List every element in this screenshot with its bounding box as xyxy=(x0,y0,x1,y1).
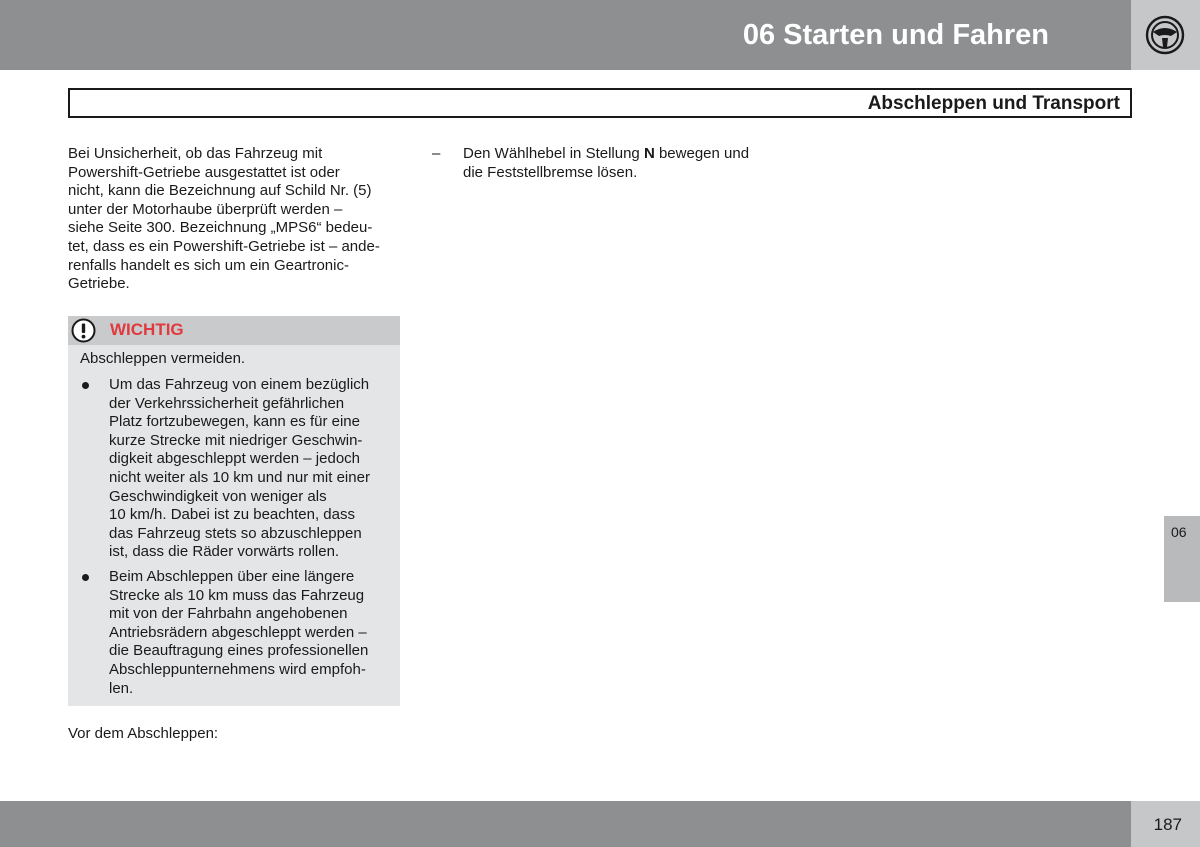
list-item xyxy=(80,568,395,698)
steering-wheel-icon xyxy=(1145,15,1185,55)
bullet-line: Beim Abschleppen über eine längere xyxy=(109,567,355,585)
step-gear-position: N xyxy=(643,145,655,162)
bullet-line: kurze Strecke mit niedriger Geschwin- xyxy=(109,431,363,449)
bullet-line: digkeit abgeschleppt werden – jedoch xyxy=(109,450,361,468)
dash-marker: – xyxy=(432,145,441,162)
bullet-line: der Verkehrssicherheit gefährlichen xyxy=(109,394,345,412)
bullet-line: Antriebsrädern abgeschleppt werden – xyxy=(109,623,367,641)
bullet-line: mit von der Fahrbahn angehobenen xyxy=(109,605,348,623)
step-text xyxy=(463,145,783,182)
important-notice xyxy=(68,316,400,706)
footer-bar xyxy=(0,801,1131,847)
intro-line: tet, dass es ein Powershift-Getriebe ist – ande- xyxy=(68,237,380,255)
bullet-line: ist, dass die Räder vorwärts rollen. xyxy=(109,543,340,561)
bullet-line: Abschleppunternehmens wird empfoh- xyxy=(109,660,366,678)
chapter-icon-box xyxy=(1131,0,1200,70)
section-title: Abschleppen und Transport xyxy=(867,93,1120,114)
important-bullet-list xyxy=(80,376,395,704)
step-text-part: bewegen und xyxy=(654,145,750,162)
bullet-line: Geschwindigkeit von weniger als xyxy=(109,487,327,505)
bullet-line: Platz fortzubewegen, kann es für eine xyxy=(109,413,360,431)
step-text-line: die Feststellbremse lösen. xyxy=(463,163,638,181)
intro-line: renfalls handelt es sich um ein Geartronic- xyxy=(68,256,349,274)
important-notice-header xyxy=(68,316,400,345)
bullet-dot xyxy=(82,382,89,389)
important-label: WICHTIG xyxy=(110,320,184,339)
chapter-side-tab xyxy=(1164,516,1200,602)
step-text-part: Den Wählhebel in Stellung xyxy=(463,145,644,162)
bullet-line: das Fahrzeug stets so abzuschleppen xyxy=(109,524,362,542)
page-number-box xyxy=(1131,801,1200,847)
intro-line: nicht, kann die Bezeichnung auf Schild Nr. (5) xyxy=(68,182,372,200)
before-towing-text: Vor dem Abschleppen: xyxy=(68,725,219,742)
bullet-line: 10 km/h. Dabei ist zu beachten, dass xyxy=(109,506,355,524)
page-number: 187 xyxy=(1153,815,1182,834)
intro-line: Bei Unsicherheit, ob das Fahrzeug mit xyxy=(68,145,323,162)
list-item xyxy=(80,376,395,562)
intro-paragraph xyxy=(68,145,403,294)
bullet-line: Um das Fahrzeug von einem bezüglich xyxy=(109,376,370,393)
header-bar xyxy=(0,0,1131,70)
bullet-dot xyxy=(82,574,89,581)
bullet-line: len. xyxy=(109,679,134,697)
chapter-tab-label: 06 xyxy=(1171,524,1187,540)
intro-line: siehe Seite 300. Bezeichnung „MPS6“ bedeu- xyxy=(68,219,373,237)
chapter-title: 06 Starten und Fahren xyxy=(742,19,1049,51)
bullet-line: Strecke als 10 km muss das Fahrzeug xyxy=(109,586,365,604)
important-intro: Abschleppen vermeiden. xyxy=(80,350,246,367)
bullet-line: die Beauftragung eines professionellen xyxy=(109,642,369,660)
intro-line: Getriebe. xyxy=(68,275,130,293)
section-heading-box xyxy=(68,88,1132,118)
warning-icon xyxy=(71,318,96,343)
intro-line: Powershift-Getriebe ausgestattet ist oder xyxy=(68,163,340,181)
intro-line: unter der Motorhaube überprüft werden – xyxy=(68,200,343,218)
bullet-line: nicht weiter als 10 km und nur mit einer xyxy=(109,468,370,486)
